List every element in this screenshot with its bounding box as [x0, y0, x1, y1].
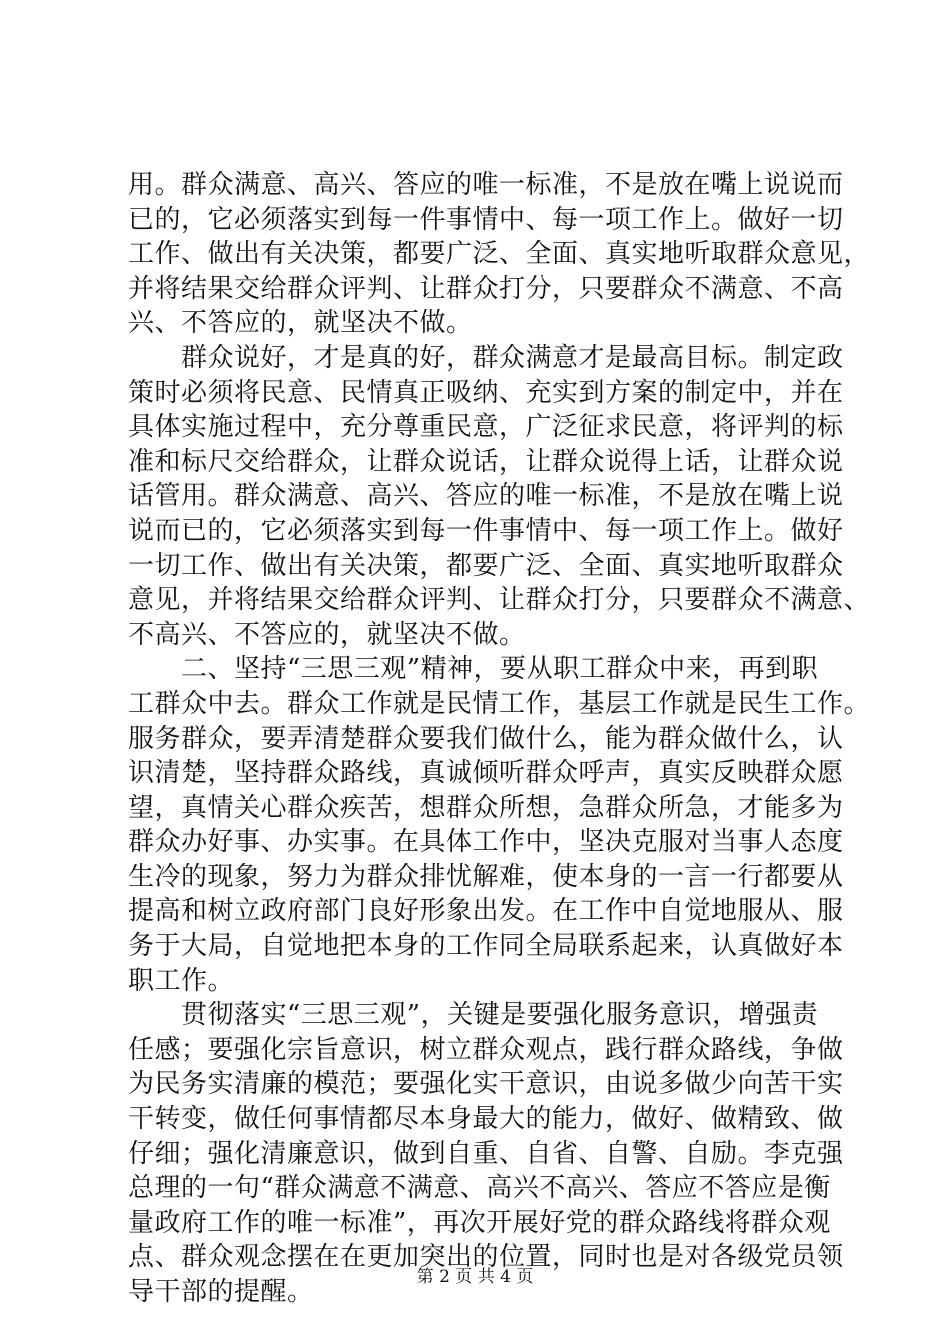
- text-line: 准和标尺交给群众，让群众说话，让群众说得上话，让群众说: [128, 446, 844, 477]
- text-line: 务于大局，自觉地把本身的工作同全局联系起来，认真做好本: [128, 931, 844, 962]
- text-line: 提高和树立政府部门良好形象出发。在工作中自觉地服从、服: [128, 896, 844, 927]
- text-line: 点、群众观念摆在在更加突出的位置，同时也是对各级党员领: [128, 1242, 844, 1273]
- text-line: 话管用。群众满意、高兴、答应的唯一标准，不是放在嘴上说: [128, 481, 844, 512]
- text-line: 具体实施过程中，充分尊重民意，广泛征求民意，将评判的标: [128, 412, 844, 443]
- text-line: 总理的一句“群众满意不满意、高兴不高兴、答应不答应是衡: [128, 1173, 831, 1204]
- text-line: 量政府工作的唯一标准”，再次开展好党的群众路线将群众观: [128, 1207, 831, 1238]
- text-line: 导干部的提醒。: [128, 1277, 314, 1307]
- page-number-label: 第 2 页 共 4 页: [416, 1267, 534, 1287]
- text-line: 并将结果交给群众评判、让群众打分，只要群众不满意、不高: [128, 273, 844, 304]
- text-line: 职工作。: [128, 965, 235, 996]
- text-line: 二、坚持“三思三观”精神，要从职工群众中来，再到职: [128, 654, 819, 685]
- text-line: 识清楚，坚持群众路线，真诚倾听群众呼声，真实反映群众愿: [128, 758, 844, 789]
- text-line: 任感；要强化宗旨意识，树立群众观点，践行群众路线，争做: [128, 1034, 844, 1065]
- text-line: 一切工作、做出有关决策，都要广泛、全面、真实地听取群众: [128, 550, 844, 581]
- document-body: [128, 168, 871, 1310]
- text-line: 仔细；强化清廉意识，做到自重、自省、自警、自励。李克强: [128, 1138, 844, 1169]
- text-line: 干转变，做任何事情都尽本身最大的能力，做好、做精致、做: [128, 1104, 844, 1135]
- text-line: 服务群众，要弄清楚群众要我们做什么，能为群众做什么，认: [128, 723, 844, 754]
- text-line: 意见，并将结果交给群众评判、让群众打分，只要群众不满意、: [128, 585, 871, 616]
- text-line: 为民务实清廉的模范；要强化实干意识，由说多做少向苦干实: [128, 1069, 844, 1100]
- text-line: 不高兴、不答应的，就坚决不做。: [128, 619, 526, 650]
- text-line: 群众办好事、办实事。在具体工作中，坚决克服对当事人态度: [128, 827, 844, 858]
- text-line: 望，真情关心群众疾苦，想群众所想，急群众所急，才能多为: [128, 792, 844, 823]
- text-line: 群众说好，才是真的好，群众满意才是最高目标。制定政: [128, 342, 844, 373]
- text-line: 工群众中去。群众工作就是民情工作，基层工作就是民生工作。: [128, 688, 871, 719]
- text-line: 说而已的，它必须落实到每一件事情中、每一项工作上。做好: [128, 515, 844, 546]
- text-line: 策时必须将民意、民情真正吸纳、充实到方案的制定中，并在: [128, 377, 844, 408]
- text-line: 兴、不答应的，就坚决不做。: [128, 308, 473, 339]
- page-footer: [0, 1266, 950, 1288]
- text-line: 工作、做出有关决策，都要广泛、全面、真实地听取群众意见，: [128, 239, 871, 270]
- text-line: 已的，它必须落实到每一件事情中、每一项工作上。做好一切: [128, 204, 844, 235]
- text-line: 生冷的现象，努力为群众排忧解难，使本身的一言一行都要从: [128, 861, 844, 892]
- text-line: 贯彻落实“三思三观”，关键是要强化服务意识，增强责: [128, 1000, 819, 1031]
- text-line: 用。群众满意、高兴、答应的唯一标准，不是放在嘴上说说而: [128, 170, 844, 200]
